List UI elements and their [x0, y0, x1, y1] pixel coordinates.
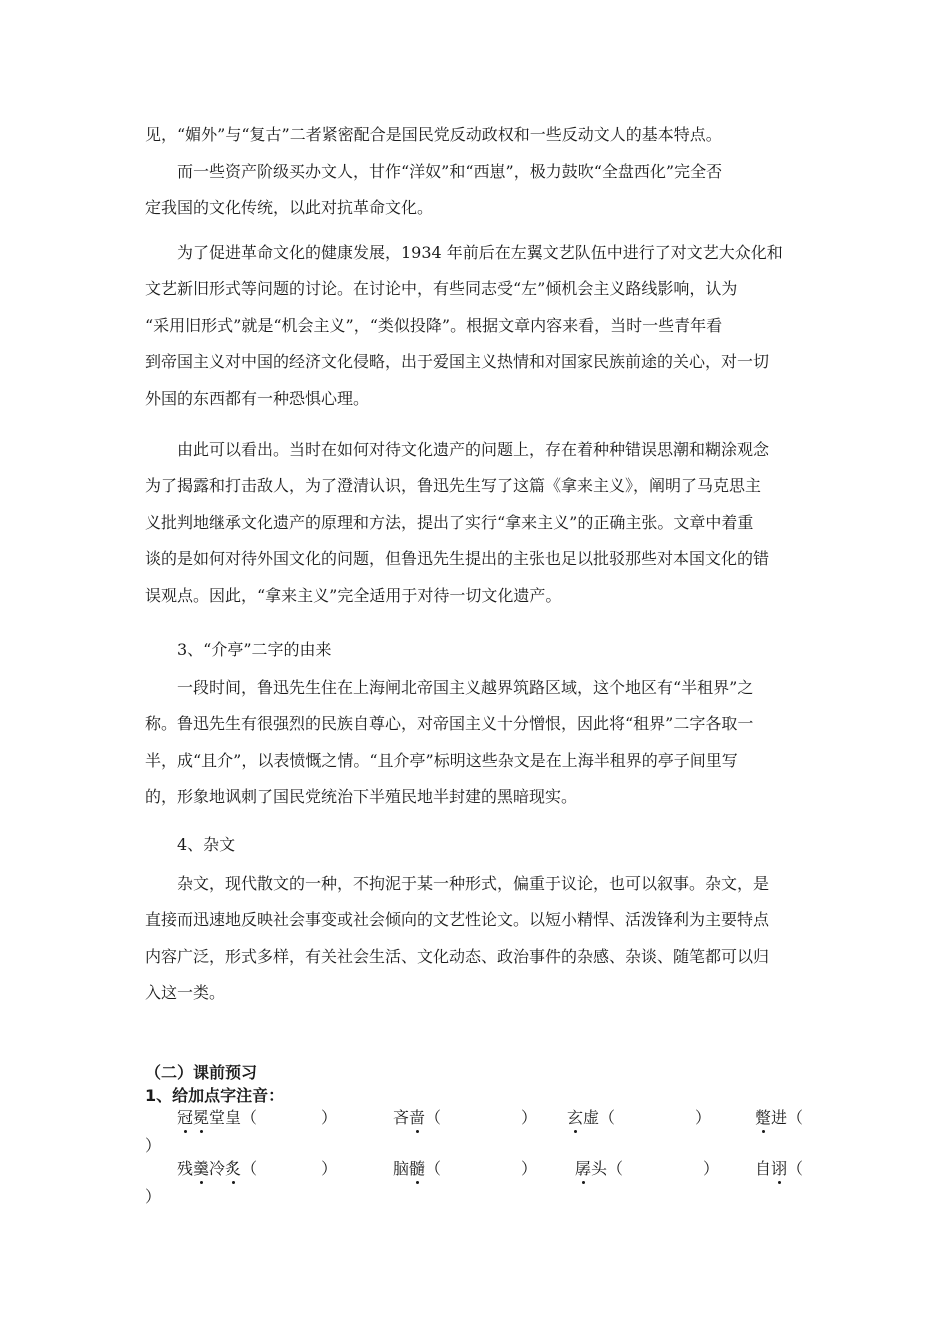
text-line: 定我国的文化传统，以此对抗革命文化。	[145, 198, 434, 218]
exercise-item: 吝啬（ ）	[393, 1105, 537, 1128]
exercise-title: 1、给加点字注音：	[145, 1086, 285, 1105]
text-line: 误观点。因此，“拿来主义”完全适用于对待一切文化遗产。	[145, 585, 562, 605]
text-line: 而一些资产阶级买办文人，甘作“洋奴”和“西崽”，极力鼓吹“全盘西化”完全否	[145, 162, 723, 181]
paragraph-1934-discussion	[145, 235, 810, 417]
text-line: 入这一类。	[145, 983, 226, 1003]
exercise-item: 玄虚（ ）	[567, 1105, 711, 1128]
section-title: （二）课前预习	[145, 1063, 258, 1082]
subheading-jieting	[145, 632, 810, 668]
paragraph-comprador	[145, 154, 810, 227]
text-line: 义批判地继承文化遗产的原理和方法，提出了实行“拿来主义”的正确主张。文章中着重	[145, 512, 754, 532]
exercise-row	[145, 1156, 810, 1236]
text-line: 直接而迅速地反映社会事变或社会倾向的文艺性论文。以短小精悍、活泼锋利为主要特点	[145, 910, 770, 930]
paragraph-jieting	[145, 670, 810, 816]
paragraph-continued	[145, 117, 810, 153]
paragraph-zawen	[145, 866, 810, 1012]
exercise-item: 脑髓（ ）	[393, 1156, 537, 1179]
text-line: 称。鲁迅先生有很强烈的民族自尊心，对帝国主义十分憎恨，因此将“租界”二字各取一	[145, 714, 754, 734]
text-line: 外国的东西都有一种恐惧心理。	[145, 388, 370, 408]
text-line: 的，形象地讽刺了国民党统治下半殖民地半封建的黑暗现实。	[145, 787, 578, 807]
text-line: 半，成“且介”，以表愤慨之情。“且介亭”标明这些杂文是在上海半租界的亭子间里写	[145, 750, 738, 770]
exercise-item: 孱头（ ）	[575, 1156, 719, 1179]
text-line: 由此可以看出。当时在如何对待文化遗产的问题上，存在着种种错误思潮和糊涂观念	[145, 440, 770, 459]
text-line: 见，“媚外”与“复古”二者紧密配合是国民党反动政权和一些反动文人的基本特点。	[145, 125, 722, 144]
exercise-item: 残羹冷炙（ ）	[177, 1156, 337, 1179]
text-line: “采用旧形式”就是“机会主义”，“类似投降”。根据文章内容来看，当时一些青年看	[145, 315, 723, 335]
subheading-zawen	[145, 827, 810, 863]
exercise-item: 冠冕堂皇（ ）	[177, 1105, 337, 1128]
text-line: 4、杂文	[145, 835, 236, 854]
text-line: 谈的是如何对待外国文化的问题，但鲁迅先生提出的主张也足以批驳那些对本国文化的错	[145, 549, 770, 569]
text-line: 到帝国主义对中国的经济文化侵略，出于爱国主义热情和对国家民族前途的关心，对一切	[145, 352, 770, 372]
text-line: 文艺新旧形式等问题的讨论。在讨论中，有些同志受“左”倾机会主义路线影响，认为	[145, 279, 738, 299]
text-line: 3、“介亭”二字的由来	[145, 640, 332, 659]
text-line: 内容广泛，形式多样，有关社会生活、文化动态、政治事件的杂感、杂谈、随笔都可以归	[145, 946, 770, 966]
exercise-item: 蹩进（	[755, 1105, 803, 1128]
paragraph-cultural-heritage	[145, 432, 810, 614]
exercise-item: 自诩（	[755, 1156, 803, 1179]
text-line: 为了促进革命文化的健康发展，1934 年前后在左翼文艺队伍中进行了对文艺大众化和	[145, 243, 783, 262]
text-line: 一段时间，鲁迅先生住在上海闸北帝国主义越界筑路区域，这个地区有“半租界”之	[145, 678, 754, 697]
wrapped-paren: ）	[145, 1136, 162, 1155]
wrapped-paren: ）	[145, 1187, 162, 1206]
text-line: 为了揭露和打击敌人，为了澄清认识，鲁迅先生写了这篇《拿来主义》，阐明了马克思主	[145, 476, 762, 496]
text-line: 杂文，现代散文的一种，不拘泥于某一种形式，偏重于议论，也可以叙事。杂文，是	[145, 874, 770, 893]
